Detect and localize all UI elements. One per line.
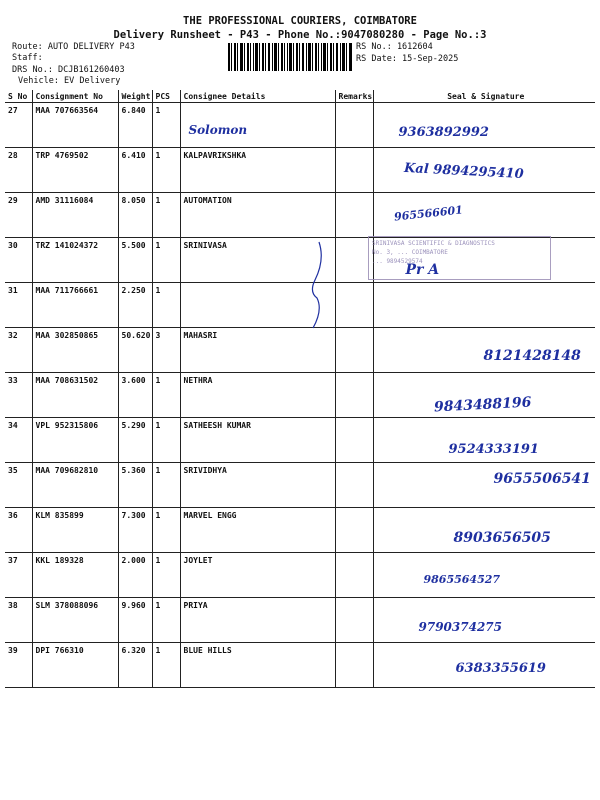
cell-weight: 3.600 <box>118 373 152 418</box>
cell-weight: 7.300 <box>118 508 152 553</box>
cell-signature <box>373 643 595 688</box>
vehicle-label: Vehicle: EV Delivery <box>18 76 121 86</box>
cell-signature <box>373 328 595 373</box>
cell-consignee: MARVEL ENGG <box>180 508 335 553</box>
cell-signature <box>373 418 595 463</box>
rs-number: RS No.: 1612604 <box>356 42 433 52</box>
cell-consignee <box>180 103 335 148</box>
signature-text: 9655506541 <box>493 471 591 487</box>
col-header-sno: S No <box>5 90 32 103</box>
cell-consignment: MAA 707663564 <box>32 103 118 148</box>
signature-text: 965566601 <box>393 203 463 224</box>
cell-sno: 36 <box>5 508 32 553</box>
cell-signature <box>373 148 595 193</box>
cell-consignee: PRIYA <box>180 598 335 643</box>
cell-pcs: 1 <box>152 598 180 643</box>
cell-weight: 8.050 <box>118 193 152 238</box>
cell-remarks <box>335 283 373 328</box>
col-header-weight: Weight <box>118 90 152 103</box>
cell-consignment: VPL 952315806 <box>32 418 118 463</box>
cell-consignee: KALPAVRIKSHKA <box>180 148 335 193</box>
staff-label: Staff: <box>12 53 43 63</box>
cell-remarks <box>335 103 373 148</box>
cell-consignment: MAA 708631502 <box>32 373 118 418</box>
signature-text: 9843488196 <box>433 394 532 416</box>
cell-pcs: 1 <box>152 553 180 598</box>
cell-remarks <box>335 193 373 238</box>
cell-signature <box>373 598 595 643</box>
table-row <box>5 508 595 553</box>
cell-consignment: TRP 4769502 <box>32 148 118 193</box>
company-stamp <box>368 236 551 280</box>
table-row <box>5 193 595 238</box>
signature-text: 9790374275 <box>418 620 502 634</box>
company-name: THE PROFESSIONAL COURIERS, COIMBATORE <box>183 15 417 27</box>
cell-weight: 5.290 <box>118 418 152 463</box>
cell-remarks <box>335 553 373 598</box>
cell-consignment: MAA 711766661 <box>32 283 118 328</box>
cell-sno: 33 <box>5 373 32 418</box>
col-header-consignee: Consignee Details <box>180 90 335 103</box>
cell-signature <box>373 373 595 418</box>
signature-text: 9524333191 <box>448 442 539 457</box>
table-row <box>5 283 595 328</box>
stamp-line: ... 9894529574 <box>372 258 423 265</box>
cell-consignment: AMD 31116084 <box>32 193 118 238</box>
signature-text: 8121428148 <box>483 348 581 364</box>
cell-pcs: 1 <box>152 238 180 283</box>
cell-consignment: SLM 378088096 <box>32 598 118 643</box>
cell-sno: 35 <box>5 463 32 508</box>
cell-signature <box>373 193 595 238</box>
cell-weight: 5.360 <box>118 463 152 508</box>
cell-remarks <box>335 148 373 193</box>
cell-pcs: 1 <box>152 103 180 148</box>
col-header-signature: Seal & Signature <box>373 90 595 103</box>
cell-remarks <box>335 508 373 553</box>
cell-consignment: KKL 189328 <box>32 553 118 598</box>
cell-consignee: MAHASRI <box>180 328 335 373</box>
cell-signature <box>373 463 595 508</box>
cell-pcs: 1 <box>152 643 180 688</box>
cell-pcs: 1 <box>152 508 180 553</box>
route-label: Route: AUTO DELIVERY P43 <box>12 42 135 52</box>
cell-consignee: AUTOMATION <box>180 193 335 238</box>
table-row <box>5 463 595 508</box>
cell-sno: 28 <box>5 148 32 193</box>
cell-signature <box>373 508 595 553</box>
cell-weight: 6.410 <box>118 148 152 193</box>
cell-pcs: 1 <box>152 373 180 418</box>
cell-sno: 30 <box>5 238 32 283</box>
cell-signature <box>373 553 595 598</box>
barcode-image <box>228 43 352 71</box>
cell-remarks <box>335 463 373 508</box>
table-header-row <box>5 90 595 103</box>
cell-consignment: DPI 766310 <box>32 643 118 688</box>
cell-consignee: NETHRA <box>180 373 335 418</box>
table-row <box>5 553 595 598</box>
cell-remarks <box>335 598 373 643</box>
cell-sno: 34 <box>5 418 32 463</box>
cell-remarks <box>335 373 373 418</box>
col-header-pcs: PCS <box>152 90 180 103</box>
table-row <box>5 373 595 418</box>
table-row <box>5 598 595 643</box>
cell-weight: 9.960 <box>118 598 152 643</box>
cell-pcs: 1 <box>152 463 180 508</box>
signature-text: Pr A <box>405 262 440 278</box>
cell-remarks <box>335 328 373 373</box>
cell-weight: 6.840 <box>118 103 152 148</box>
cell-sno: 27 <box>5 103 32 148</box>
cell-weight: 50.620 <box>118 328 152 373</box>
cell-weight: 5.500 <box>118 238 152 283</box>
cell-consignee: BLUE HILLS <box>180 643 335 688</box>
table-row <box>5 328 595 373</box>
cell-pcs: 1 <box>152 148 180 193</box>
cell-sno: 29 <box>5 193 32 238</box>
cell-pcs: 1 <box>152 418 180 463</box>
table-row <box>5 148 595 193</box>
cell-consignee: SATHEESH KUMAR <box>180 418 335 463</box>
handwritten-name: Solomon <box>188 123 248 137</box>
table-row <box>5 418 595 463</box>
col-header-consignment: Consignment No <box>32 90 118 103</box>
cell-sno: 32 <box>5 328 32 373</box>
cell-signature <box>373 103 595 148</box>
cell-weight: 2.000 <box>118 553 152 598</box>
runsheet-subtitle: Delivery Runsheet - P43 - Phone No.:9047080280 - Page No.:3 <box>113 29 487 41</box>
cell-consignee: SRINIVASA <box>180 238 335 283</box>
cell-consignment: MAA 302850865 <box>32 328 118 373</box>
cell-consignee: SRIVIDHYA <box>180 463 335 508</box>
cell-consignment: KLM 835899 <box>32 508 118 553</box>
table-row <box>5 103 595 148</box>
cell-consignment: TRZ 141024372 <box>32 238 118 283</box>
cell-signature <box>373 283 595 328</box>
signature-text: Kal 9894295410 <box>403 160 524 183</box>
cell-weight: 6.320 <box>118 643 152 688</box>
rs-date: RS Date: 15-Sep-2025 <box>356 54 459 64</box>
signature-text: 8903656505 <box>453 530 551 546</box>
cell-sno: 31 <box>5 283 32 328</box>
stamp-line: SRINIVASA SCIENTIFIC & DIAGNOSTICS <box>372 240 495 247</box>
cell-sno: 37 <box>5 553 32 598</box>
cell-remarks <box>335 418 373 463</box>
cell-consignee: JOYLET <box>180 553 335 598</box>
cell-consignment: MAA 709682810 <box>32 463 118 508</box>
cell-remarks <box>335 643 373 688</box>
signature-text: 9363892992 <box>398 125 489 140</box>
table-row <box>5 643 595 688</box>
col-header-remarks: Remarks <box>335 90 373 103</box>
stamp-line: No. 3, ... COIMBATORE <box>372 249 448 256</box>
cell-weight: 2.250 <box>118 283 152 328</box>
cell-sno: 38 <box>5 598 32 643</box>
signature-text: 9865564527 <box>423 573 501 586</box>
cell-pcs: 1 <box>152 283 180 328</box>
runsheet-table <box>5 90 595 688</box>
cell-sno: 39 <box>5 643 32 688</box>
drs-number: DRS No.: DCJB161260403 <box>12 65 125 75</box>
signature-text: 6383355619 <box>455 661 546 676</box>
handwritten-bracket-mark <box>305 240 329 330</box>
cell-pcs: 3 <box>152 328 180 373</box>
cell-pcs: 1 <box>152 193 180 238</box>
